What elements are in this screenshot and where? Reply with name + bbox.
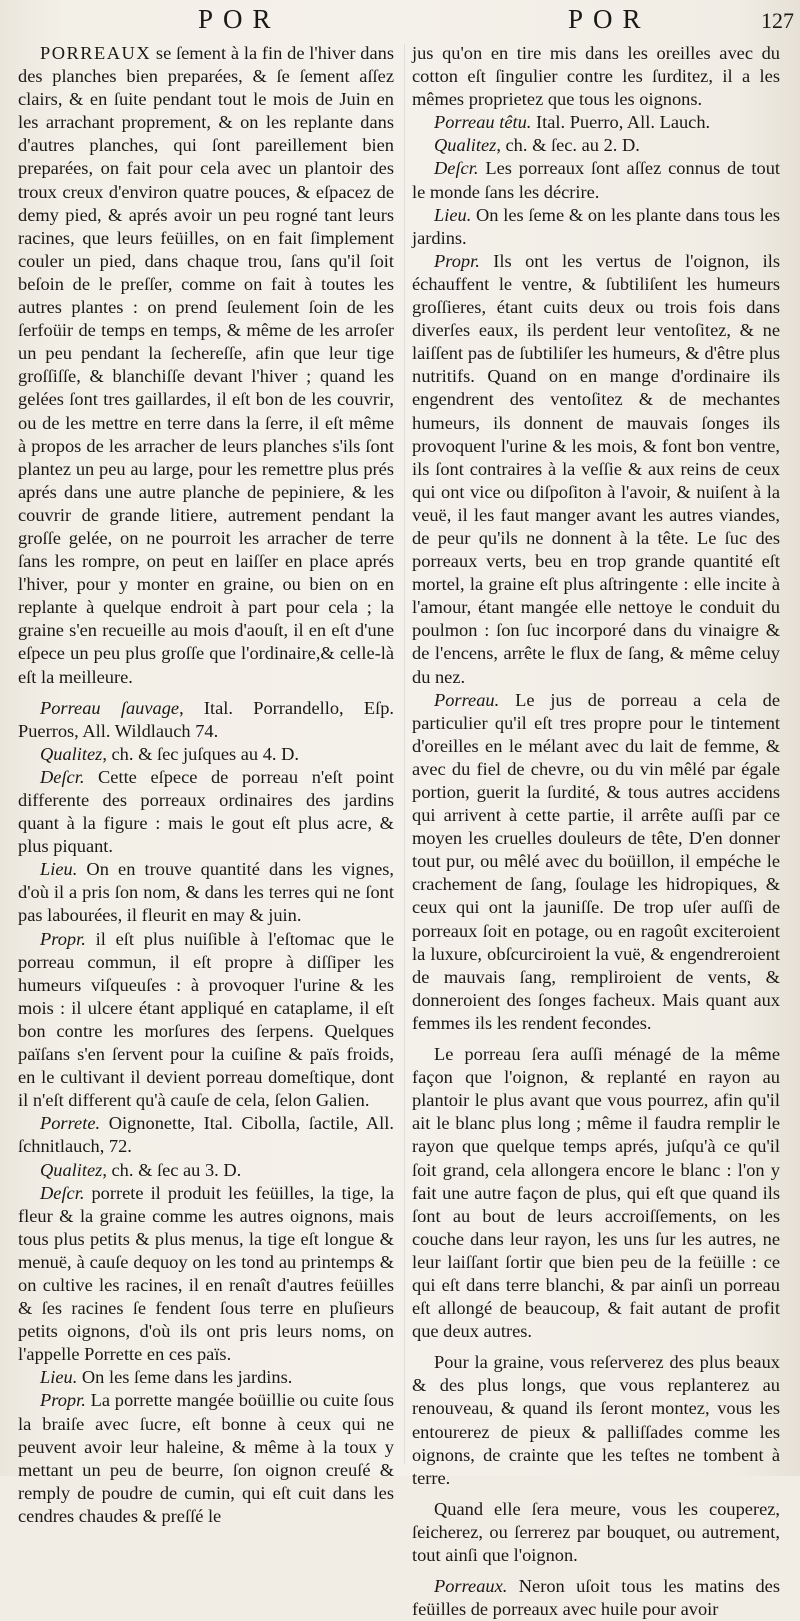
entry-label: Porreau têtu. — [434, 112, 532, 133]
entry-label: Porreau ſauvage — [40, 697, 180, 718]
entry-text: il eſt plus nuiſible à l'eſtomac que le porreau commun, il eſt propre à diſſiper les humeurs viſqueuſes : à provoquer l'urine & les mois : il ulcere étant appliqué en cataplame, il eſt bon contre les morſures des ſerpens. Quelques païſans s'en ſervent pour la cuiſine & païs froids, en le cultivant il devient porreau domeſtique, dont il n'eſt different qu'à cauſe de cela, ſelon Galien. — [18, 928, 394, 1111]
entry-text: , ch. & ſec juſques au 4. D. — [102, 743, 299, 764]
entry-paragraph — [18, 1389, 394, 1528]
entry-text: La porrette mangée boüillie ou cuite ſous la braiſe avec ſucre, eſt bonne à ceux qui ne peuvent avoir leur haleine, & même à la toux y mettant un peu de beurre, ſon oignon creuſé & remply de poudre de cumin, qui eſt cuit dans les cendres chaudes & preſſé le — [18, 1390, 394, 1526]
entry-paragraph — [18, 1366, 394, 1389]
entry-label: Porreaux. — [434, 1576, 508, 1597]
entry-label: Lieu. — [434, 204, 472, 225]
entry-text: On en trouve quantité dans les vignes, d'où il a pris ſon nom, & dans les terres qui ne ſont pas labourées, il fleurit en may & juin. — [18, 859, 394, 926]
entry-paragraph — [412, 1575, 780, 1621]
column-divider — [404, 44, 405, 1464]
entry-paragraph — [18, 1159, 394, 1182]
entry-paragraph — [18, 743, 394, 766]
entry-paragraph — [412, 134, 780, 157]
entry-label: Lieu. — [40, 859, 78, 880]
left-column — [18, 42, 394, 1528]
entry-paragraph — [412, 250, 780, 689]
entry-paragraph — [18, 766, 394, 858]
entry-text: se ſement à la fin de l'hiver dans des planches bien preparées, & ſe ſement aſſez clairs, & en ſuite pendant tout le mois de Juin en les arrachant proprement, & on les replante dans d'autres planches, qui ſont pareillement bien preparées, on fait pour cela avec un plantoir des troux creux d'environ quatre pouces, & eſpacez de demy pied, & aprés avoir un peu rogné tant leurs racines, que leurs feüilles, on en fait ſimplement couler un pied, dans chaque trou, ſans qu'il ſoit beſoin de le preſſer, comme on fait à toutes les autres plantes : on prend ſeulement ſoin de les ſerfoüir de temps en temps, & même de les arroſer un peu pendant la ſechereſſe, afin que leur tige groſſiſſe, & blanchiſſe devant l'hiver ; quand les gelées ſont tres gaillardes, il eſt bon de les couvrir, ou de les mettre en terre dans la ſerre, il eſt même à propos de les arracher de leurs planches s'ils ſont plantez un peu au large, pour les remettre plus prés aprés dans une autre planche de pepiniere, & les couvrir de grande litiere, autrement pendant la groſſe gelée, on ne pourroit les arracher de terre ſans les rompre, on peut en laiſſer en place aprés l'hiver, pour y monter en graine, ou bien on en replante à quelque endroit à part pour cela ; la graine s'en recueille au mois d'aouſt, il en eſt d'une eſpece un peu plus groſſe que l'ordinaire,& celle-là eſt la meilleure. — [18, 43, 394, 687]
entry-text: On les ſeme & on les plante dans tous les jardins. — [412, 204, 780, 248]
entry-text: Pour la graine, vous reſerverez des plus beaux & des plus longs, que vous replanterez au renouveau, & quand ils ſeront montez, vous les entourerez de pieux & palliſſades comme les oignons, de crainte que les teſtes ne tombent à terre. — [412, 1352, 780, 1488]
entry-text: , ch. & ſec au 3. D. — [102, 1159, 242, 1180]
entry-label: Lieu. — [40, 1367, 78, 1388]
right-column — [412, 42, 780, 1621]
entry-text: Ils ont les vertus de l'oignon, ils échauffent le ventre, & ſubtiliſent les humeurs groſſieres, étant cuits deux ou trois fois dans diverſes eaux, ils perdent leur ventoſitez, & ne laiſſent pas de ſubtiliſer les humeurs, & d'être plus nutritifs. Quand on en mange d'ordinaire ils engendrent des ventoſitez & de mechantes humeurs, ils donnent de mauvais ſonges ils provoquent l'urine & les mois, & font bon ventre, ils ſont contraires à la veſſie & aux reins de ceux qui ont vice ou diſpoſiton à l'avoir, & nuiſent à la veuë, il les faut manger avant les autres viandes, de peur qu'ils ne donnent à la tête. Le ſuc des porreaux verts, beu en trop grande quantité eſt mortel, la graine eſt plus aſtringente : elle incite à l'amour, étant mangée elle nettoye le conduit du poulmon : ſon ſuc incorporé dans du vinaigre & de l'encens, arrête le flux de ſang, & même celuy du nez. — [412, 250, 780, 687]
entry-label: Propr. — [434, 250, 480, 271]
running-head-right: POR — [568, 4, 651, 34]
entry-text: Neron uſoit tous les matins des feüilles de porreaux avec huile pour avoir — [412, 1576, 780, 1620]
entry-text: On les ſeme dans les jardins. — [77, 1367, 293, 1388]
entry-text: jus qu'on en tire mis dans les oreilles avec du cotton eſt ſingulier contre les ſurditez, il a les mêmes proprietez que tous les oignons. — [412, 43, 780, 110]
entry-text: Cette eſpece de porreau n'eſt point differente des porreaux ordinaires des jardins quant à la figure : mais le gout eſt plus acre, & plus piquant. — [18, 766, 394, 857]
entry-paragraph — [18, 697, 394, 743]
entry-label: Deſcr. — [40, 1182, 85, 1203]
page-number: 127 — [761, 8, 794, 33]
entry-label: Porrete. — [40, 1113, 101, 1134]
entry-text: porrete il produit les feüilles, la tige, la fleur & la graine comme les autres oignons, mais tous plus petits & plus menus, la tige eſt longue & menuë, à cauſe dequoy on les tond au printemps & on cultive les racines, il en renaît d'autres feüilles & ſes racines ſe fendent ſous terre en pluſieurs petits oignons, d'où ils ont pris leurs noms, on l'appelle Porrette en ces païs. — [18, 1182, 394, 1365]
entry-text: , ch. & ſec. au 2. D. — [496, 135, 640, 156]
entry-paragraph — [412, 689, 780, 1035]
entry-paragraph — [18, 42, 394, 689]
running-head-left: POR — [198, 4, 281, 34]
entry-paragraph — [18, 858, 394, 927]
entry-text: Ital. Puerro, All. Lauch. — [531, 112, 711, 133]
entry-paragraph — [18, 1112, 394, 1158]
entry-paragraph — [412, 42, 780, 111]
entry-label: Propr. — [40, 928, 86, 949]
entry-paragraph — [412, 157, 780, 203]
entry-text: , Ital. Porrandello, Eſp. Puerros, All. Wildlauch 74. — [18, 697, 394, 741]
entry-text: Le jus de porreau a cela de particulier qu'il eſt tres propre pour le tintement d'oreilles en le mélant avec du lait de femme, & avec du fiel de chevre, ou du vin mêlé par égale portion, guerit la ſurdité, & tous autres accidens qui arrivent à cette partie, il arrête auſſi par ce moyen les cruelles douleurs de tête, D'en donner tout pur, ou mêlé avec du boüillon, il empéche le crachement de ſang, ſoulage les hidropiques, & ceux qui ont la jauniſſe. De trop uſer auſſi de porreaux ſoit en potage, ou en ragoût exciteroient la luxure, obſcurciroient la vuë, & engendreroient de mauvais ſang, rempliroient de vents, & donneroient des ſonges facheux. Mais quant aux femmes ils les rendent fecondes. — [412, 689, 780, 1033]
entry-paragraph — [18, 1182, 394, 1367]
entry-paragraph — [412, 111, 780, 134]
entry-label: Porreau. — [434, 689, 500, 710]
entry-label: Qualitez — [434, 135, 497, 156]
entry-label: Propr. — [40, 1390, 86, 1411]
entry-paragraph — [412, 204, 780, 250]
entry-label: Qualitez — [40, 1159, 103, 1180]
entry-label: Qualitez — [40, 743, 103, 764]
entry-text: Les porreaux ſont aſſez connus de tout le monde ſans les décrire. — [412, 158, 780, 202]
entry-label: PORREAUX — [40, 43, 152, 63]
page-header — [0, 4, 800, 44]
entry-label: Deſcr. — [40, 766, 85, 787]
entry-text: Oignonette, Ital. Cibolla, ſactile, All. ſchnitlauch, 72. — [18, 1113, 394, 1157]
entry-paragraph — [412, 1043, 780, 1343]
entry-paragraph — [412, 1351, 780, 1490]
entry-paragraph — [18, 928, 394, 1113]
entry-text: Quand elle ſera meure, vous les couperez, ſeicherez, ou ſerrerez par bouquet, ou autrement, tout ainſi que l'oignon. — [412, 1498, 780, 1565]
entry-paragraph — [412, 1498, 780, 1567]
entry-text: Le porreau ſera auſſi ménagé de la même façon que l'oignon, & replanté en rayon au plantoir le plus avant que vous pourrez, afin qu'il ait le blanc plus long ; même il faudra remplir le rayon que quelque temps aprés, juſqu'à ce qu'il ſoit grand, cela allongera encore le blanc : l'on y fait une autre façon de plus, qui eſt que quand ils ſont au bout de leurs accroiſſements, on les couche dans leur rayon, les uns ſur les autres, ne leur laiſſant ſortir que bien peu de la feüille : ce qui eſt dans terre blanchi, & par ainſi un porreau eſt allongé de beaucoup, & fait autant de profit que deux autres. — [412, 1044, 780, 1342]
entry-label: Deſcr. — [434, 158, 479, 179]
